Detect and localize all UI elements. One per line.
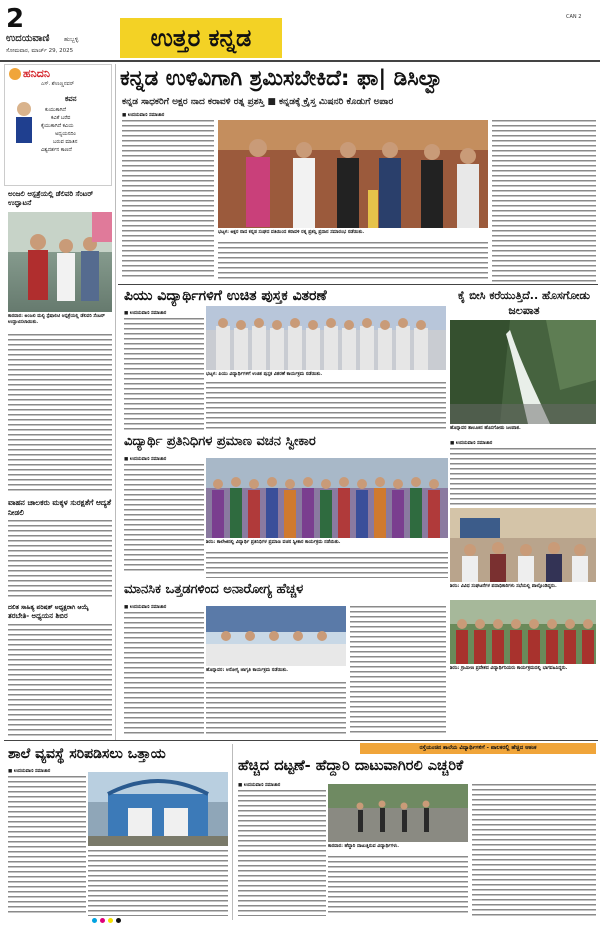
poem-line: ಅಧ್ಯಯನದಿಂ: [55, 131, 76, 137]
poem-title: ಕವನ: [65, 95, 77, 103]
vahana-headline: ವಾಹನ ಚಾಲಕರು ಮಕ್ಕಳ ಸುರಕ್ಷತೆಗೆ ಆದ್ಯತೆ ನೀಡಲಿ: [8, 498, 112, 517]
poem-line: ಕವಿತೆ ಬರೆವ: [51, 115, 71, 121]
hanidani-author: ಎಸ್. ಶೇಣಣ್ಣನವರ್: [41, 81, 75, 87]
waterfall-body-text: [450, 448, 596, 506]
masthead-rule: [0, 60, 600, 62]
books-caption: ಭಟ್ಕಳ: ಪಿಯು ವಿದ್ಯಾರ್ಥಿಗಳಿಗೆ ಉಚಿತ ಪುಸ್ತಕ ವಿತರಣೆ ಕಾರ್ಯಕ್ರಮ ನಡೆಯಿತು.: [206, 372, 323, 377]
vahana-body-text: [8, 520, 112, 600]
dalit-headline: ದಲಿತ ಸಾಹಿತ್ಯ ಪರಿಷತ್ ಅಧ್ಯಕ್ಷರಾಗಿ ಆಯ್ಕೆ: [8, 604, 89, 611]
health-body-col-2: [350, 606, 446, 736]
oath-caption: ಶಿರಸಿ: ಕಾಲೇಜಿನಲ್ಲಿ ವಿದ್ಯಾರ್ಥಿ ಪ್ರತಿನಿಧಿಗಳ ಪ್ರಮಾಣ ವಚನ ಸ್ವೀಕಾರ ಕಾರ್ಯಕ್ರಮ ನಡೆಯಿತು.: [206, 540, 341, 545]
oath-headline: ವಿದ್ಯಾರ್ಥಿ ಪ್ರತಿನಿಧಿಗಳ ಪ್ರಮಾಣ ವಚನ ಸ್ವೀಕಾರ: [124, 434, 316, 449]
books-body-col-1: [124, 318, 204, 430]
masthead: [0, 0, 600, 60]
books-byline: ■ ಉದಯವಾಣಿ ಸಮಾಚಾರ: [124, 311, 167, 316]
oath-byline: ■ ಉದಯವಾಣಿ ಸಮಾಚಾರ: [124, 457, 167, 462]
waterfall-byline: ■ ಉದಯವಾಣಿ ಸಮಾಚಾರ: [450, 441, 493, 446]
corner-code: CAN 2: [566, 14, 582, 20]
health-headline: ಮಾನಸಿಕ ಒತ್ತಡಗಳಿಂದ ಅನಾರೋಗ್ಯ ಹೆಚ್ಚಳ: [124, 582, 304, 597]
centre-headline: ಅಂಜಲಿ ಆಸ್ಪತ್ರೆಯಲ್ಲಿ ಡೆಲಿವರಿ ಸೆಂಟರ್ ಉದ್ಘಾಟನೆ: [8, 190, 94, 207]
registration-marks: [92, 918, 132, 924]
poem-line: ಕೈಯುಕಾಗಿದೆ ಕವಿಯ: [41, 123, 74, 129]
health-byline: ■ ಉದಯವಾಣಿ ಸಮಾಚಾರ: [124, 605, 167, 610]
school-headline: ಶಾಲೆ ವ್ಯವಸ್ಥೆ ಸರಿಪಡಿಸಲು ಒತ್ತಾಯ: [8, 746, 166, 762]
lead-body-col-1: [122, 120, 214, 280]
traffic-headline: ಹೆಚ್ಚಿದ ದಟ್ಟಣೆ- ಹೆದ್ದಾರಿ ದಾಟುವಾಗಿರಲಿ ಎಚ್ಚರಿಕೆ: [238, 758, 464, 774]
edition-label: ಹುಬ್ಬಳ್ಳಿ: [64, 36, 79, 43]
left-column-divider: [115, 64, 116, 740]
school-body-col-2: [88, 850, 228, 916]
poem-line: ಬರುವ ಮಾತಿನ: [53, 139, 78, 145]
lead-caption: ಭಟ್ಕಳ: ಅಕ್ಷರ ನಾದ ಕನ್ನಡ ಸಂಘದ ವತಿಯಿಂದ ಕರಾವಳಿ ರತ್ನ ಪ್ರಶಸ್ತಿ ಪ್ರದಾನ ಸಮಾರಂಭ ನಡೆಯಿತು.: [218, 230, 365, 235]
traffic-byline: ■ ಉದಯವಾಣಿ ಸಮಾಚಾರ: [238, 783, 281, 788]
health-body-col-3: [206, 682, 346, 736]
health-photo: [206, 606, 346, 666]
waterfall-headline: ಕೈ ಬೀಸಿ ಕರೆಯುತ್ತಿದೆ.. ಹೊಸಗೋಡು ಜಲಪಾತ: [458, 289, 590, 317]
books-photo: [206, 306, 446, 370]
centre-body-text: [8, 334, 112, 494]
school-photo: [88, 772, 228, 846]
hanidani-icon: [9, 68, 21, 80]
lead-photo: [218, 120, 488, 228]
traffic-body-col-1: [238, 790, 326, 916]
waterfall-photo: [450, 320, 596, 424]
paper-name: ಉದಯವಾಣಿ: [6, 33, 50, 44]
date-line: ಸೋಮವಾರ, ಮಾರ್ಚ್ 29, 2025: [6, 48, 74, 54]
lead-subhead: ಕನ್ನಡ ಸಾಧಕರಿಗೆ ಅಕ್ಷರ ನಾದ ಕರಾವಳಿ ರತ್ನ ಪ್ರಶಸ್ತಿ ■ ಕನ್ನಡಕ್ಕೆ ಕ್ರೈಸ್ತ ಮಿಷನರಿ ಕೊಡುಗೆ ಅಪಾರ: [122, 97, 394, 107]
health-body-col-1: [124, 612, 204, 736]
hanidani-brand: ಹನಿದನಿ: [23, 67, 50, 80]
dalit-body-text: [8, 624, 112, 736]
traffic-body-col-3: [472, 784, 596, 916]
dalit-subhead: ತರಬೇತಿ- ಅಧ್ಯಯನ ಶಿಬಿರ: [8, 612, 68, 620]
students-caption: ಶಿರಸಿ: ಗ್ರಾಮೀಣ ಪ್ರದೇಶದ ವಿದ್ಯಾರ್ಥಿನಿಯರು ಕಾರ್ಯಕ್ರಮದಲ್ಲಿ ಭಾಗವಹಿಸಿದ್ದರು.: [450, 666, 568, 671]
traffic-kicker: ರಸ್ತೆಯಂಚಿನ ಶಾಲೆಯ ವಿದ್ಯಾರ್ಥಿಗಳಿಗೆ - ಪಾಲಕರಲ್ಲಿ ಹೆಚ್ಚಿದ ಆತಂಕ: [360, 743, 596, 754]
poem-line: ವಿಶ್ವದರ್ಶನ ಕಾಣದೆ: [41, 147, 72, 153]
poem-line: ಕುಯುಕಾಗಿದೆ: [45, 107, 66, 113]
meeting-photo: [450, 508, 596, 582]
school-divider: [232, 744, 233, 920]
traffic-caption: ಕಾರವಾರ: ಹೆದ್ದಾರಿ ದಾಟುತ್ತಿರುವ ವಿದ್ಯಾರ್ಥಿಗಳು.: [328, 844, 399, 849]
lead-rule: [118, 284, 598, 285]
page-number: 2: [6, 4, 25, 34]
lower-rule: [4, 740, 598, 741]
books-body-col-2: [206, 382, 446, 430]
oath-body-col-2: [206, 552, 448, 578]
hospital-photo: [8, 212, 112, 312]
waterfall-caption: ಹೊನ್ನಾವರ ತಾಲೂಕಿನ ಹೊಸಗೋಡು ಜಲಪಾತ.: [450, 426, 521, 431]
lead-headline: ಕನ್ನಡ ಉಳಿವಿಗಾಗಿ ಶ್ರಮಿಸಬೇಕಿದೆ: ಫಾ| ಡಿಸಿಲ್ವಾ: [120, 66, 445, 91]
health-caption: ಹೊನ್ನಾವರ: ಆರೋಗ್ಯ ಜಾಗೃತಿ ಕಾರ್ಯಕ್ರಮ ನಡೆಯಿತು.: [206, 668, 289, 673]
poet-illustration: [9, 99, 39, 149]
traffic-body-col-2: [328, 856, 468, 916]
hanidani-box: [4, 64, 112, 186]
books-headline: ಪಿಯು ವಿದ್ಯಾರ್ಥಿಗಳಿಗೆ ಉಚಿತ ಪುಸ್ತಕ ವಿತರಣೆ: [124, 288, 327, 304]
section-title: ಉತ್ತರ ಕನ್ನಡ: [120, 18, 282, 58]
oath-photo: [206, 458, 448, 538]
lead-byline: ■ ಉದಯವಾಣಿ ಸಮಾಚಾರ: [122, 113, 165, 118]
school-body-col-1: [8, 776, 86, 916]
lead-body-col-2: [492, 120, 596, 282]
lead-body-bottom: [218, 242, 488, 282]
centre-caption: ಕಾರವಾರ: ಅಂಜಲಿ ಮಲ್ಟಿ ಸ್ಪೆಷಾಲಿಟಿ ಆಸ್ಪತ್ರೆಯಲ್ಲಿ ಡೆಲಿವರಿ ಸೆಂಟರ್ ಉದ್ಘಾಟಿಸಲಾಯಿತು.: [8, 314, 105, 325]
students-photo: [450, 600, 596, 664]
meeting-caption: ಶಿರಸಿ: ವಿವಿಧ ಸಂಘಟನೆಗಳ ಪದಾಧಿಕಾರಿಗಳು ಸಭೆಯಲ್ಲಿ ಪಾಲ್ಗೊಂಡಿದ್ದರು.: [450, 584, 557, 589]
traffic-photo: [328, 784, 468, 842]
oath-body-col-1: [124, 464, 204, 574]
school-byline: ■ ಉದಯವಾಣಿ ಸಮಾಚಾರ: [8, 769, 51, 774]
